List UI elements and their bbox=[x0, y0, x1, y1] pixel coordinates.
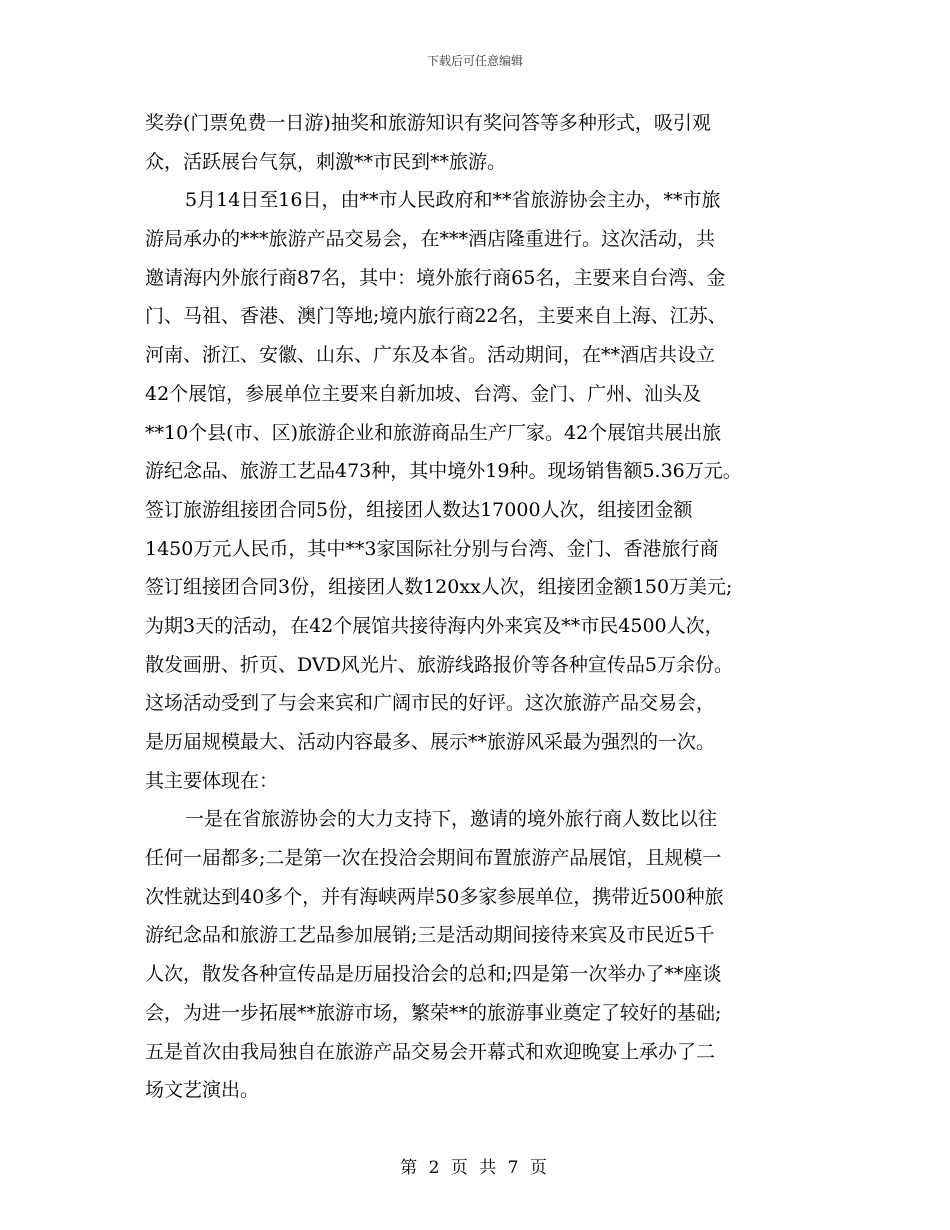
text-line: 河南、浙江、安徽、山东、广东及本省。活动期间，在**酒店共设立 bbox=[145, 344, 716, 367]
text-line: 次性就达到40多个，并有海峡两岸50多家参展单位，携带近500种旅 bbox=[145, 885, 724, 908]
text-line: 签订组接团合同3份，组接团人数120xx人次，组接团金额150万美元; bbox=[145, 576, 733, 599]
text-line: 门、马祖、香港、澳门等地;境内旅行商22名，主要来自上海、江苏、 bbox=[145, 305, 727, 328]
text-line: 为期3天的活动，在42个展馆共接待海内外来宾及**市民4500人次， bbox=[145, 614, 724, 637]
text-line: 场文艺演出。 bbox=[145, 1079, 260, 1102]
text-line: 邀请海内外旅行商87名，其中：境外旅行商65名，主要来自台湾、金 bbox=[145, 266, 726, 289]
text-line: 游局承办的***旅游产品交易会，在***酒店隆重进行。这次活动，共 bbox=[145, 228, 716, 251]
text-line: 是历届规模最大、活动内容最多、展示**旅游风采最为强烈的一次。 bbox=[145, 731, 716, 753]
page-number-footer: 第 2 页 共 7 页 bbox=[400, 1158, 550, 1178]
text-line: 游纪念品和旅游工艺品参加展销;三是活动期间接待来宾及市民近5千 bbox=[145, 924, 715, 947]
text-line: 其主要体现在： bbox=[145, 769, 279, 792]
text-line: **10个县(市、区)旅游企业和旅游商品生产厂家。42个展馆共展出旅 bbox=[145, 421, 722, 444]
page-header: 下载后可任意编辑 bbox=[426, 54, 523, 68]
text-line: 会，为进一步拓展**旅游市场，繁荣**的旅游事业奠定了较好的基础; bbox=[145, 1001, 722, 1024]
text-line: 游纪念品、旅游工艺品473种，其中境外19种。现场销售额5.36万元。 bbox=[145, 460, 742, 483]
text-line: 1450万元人民币，其中**3家国际社分别与台湾、金门、香港旅行商 bbox=[145, 537, 719, 560]
text-line: 五是首次由我局独自在旅游产品交易会开幕式和欢迎晚宴上承办了二 bbox=[145, 1040, 716, 1063]
paragraph-start-line: 5月14日至16日，由**市人民政府和**省旅游协会主办，**市旅 bbox=[185, 189, 721, 212]
text-line: 签订旅游组接团合同5份，组接团人数达17000人次，组接团金额 bbox=[145, 498, 693, 521]
text-line: 人次，散发各种宣传品是历届投洽会的总和;四是第一次举办了**座谈 bbox=[145, 963, 722, 986]
paragraph-start-line: 一是在省旅游协会的大力支持下，邀请的境外旅行商人数比以往 bbox=[185, 808, 718, 831]
document-body bbox=[145, 104, 835, 1110]
text-line: 众，活跃展台气氛，刺激**市民到**旅游。 bbox=[145, 150, 507, 173]
text-line: 任何一届都多;二是第一次在投洽会期间布置旅游产品展馆，且规模一 bbox=[145, 847, 722, 870]
text-line: 42个展馆，参展单位主要来自新加坡、台湾、金门、广州、汕头及 bbox=[145, 382, 702, 405]
text-line: 奖券(门票免费一日游)抽奖和旅游知识有奖问答等多种形式，吸引观 bbox=[145, 112, 711, 134]
text-line: 散发画册、折页、DVD风光片、旅游线路报价等各种宣传品5万余份。 bbox=[145, 653, 733, 676]
text-line: 这场活动受到了与会来宾和广阔市民的好评。这次旅游产品交易会， bbox=[145, 692, 716, 715]
